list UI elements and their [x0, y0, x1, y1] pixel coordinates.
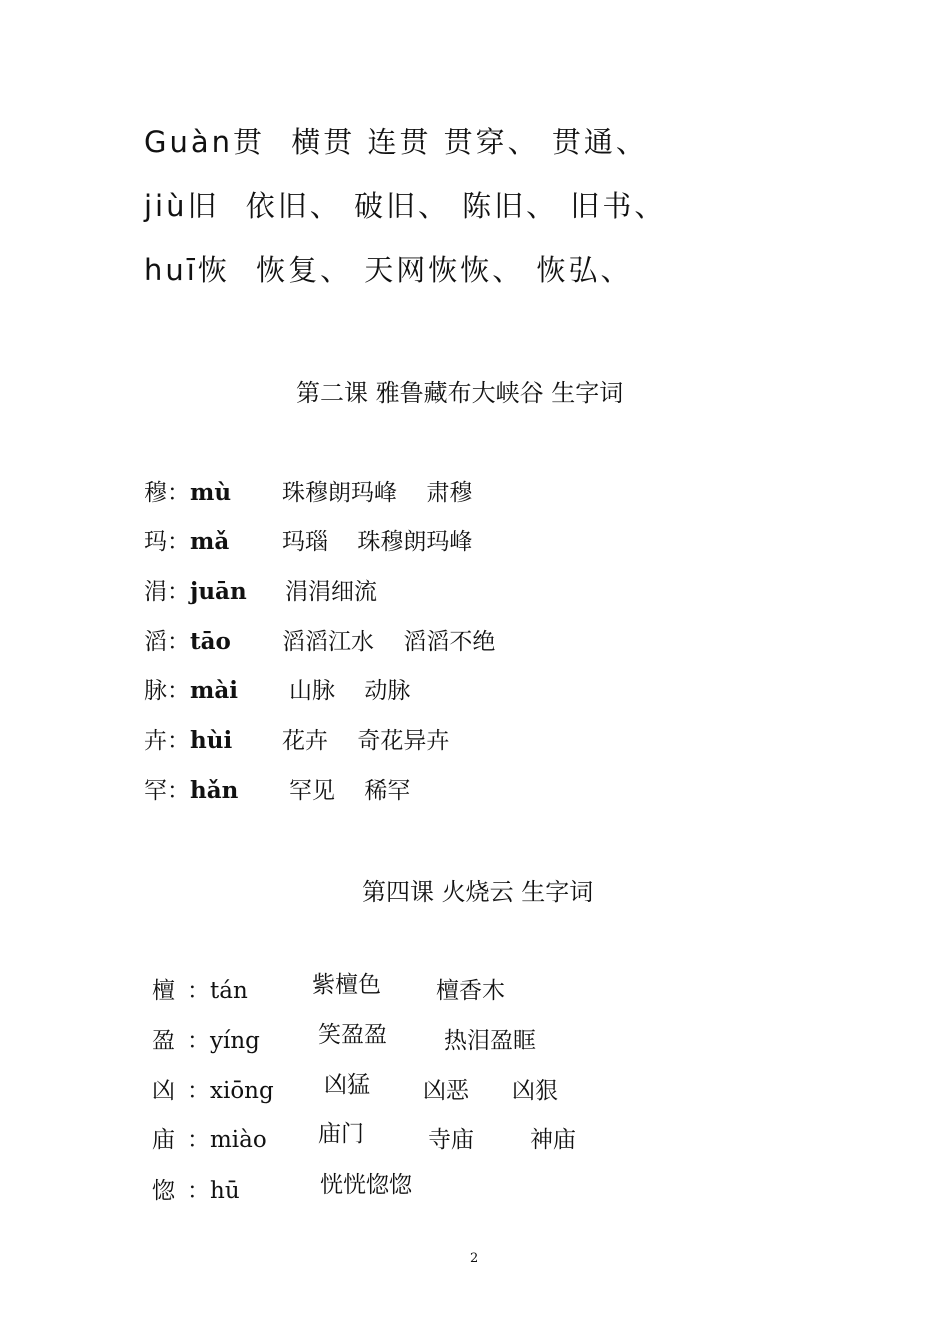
word: 动脉	[364, 678, 411, 704]
lesson4-word-main: 笑盈盈	[318, 1022, 387, 1048]
word: 涓涓细流	[285, 579, 377, 605]
lesson2-row	[144, 573, 247, 606]
char: 脉：	[144, 678, 190, 704]
pinyin: jiù	[144, 189, 188, 223]
pinyin: juān	[190, 578, 247, 605]
char: 凶	[152, 1078, 175, 1104]
word: 珠穆朗玛峰	[357, 529, 473, 555]
lesson2-row-words	[282, 523, 472, 556]
lesson4-word: 檀香木	[436, 978, 505, 1004]
pinyin: tāo	[190, 628, 231, 655]
lesson4-word: 凶恶	[423, 1078, 469, 1104]
words: 横贯 连贯 贯穿、 贯通、	[291, 125, 648, 159]
pinyin: miào	[210, 1127, 267, 1153]
char: 涓：	[144, 579, 190, 605]
word: 花卉	[282, 728, 328, 754]
lesson4-word: 寺庙	[428, 1127, 474, 1153]
char: 盈	[152, 1028, 175, 1054]
lesson2-title: 第二课 雅鲁藏布大峡谷 生字词	[296, 379, 624, 407]
lesson2-row	[144, 623, 231, 656]
lesson4-word: 神庙	[530, 1127, 576, 1153]
colon: ：	[187, 978, 210, 1004]
lesson2-row	[144, 772, 238, 805]
lesson4-word-main: 恍恍惚惚	[320, 1172, 412, 1198]
lesson4-row	[152, 1121, 267, 1154]
page-number: 2	[470, 1251, 479, 1266]
lesson4-word: 热泪盈眶	[444, 1028, 536, 1054]
lesson4-row	[152, 1022, 260, 1055]
colon: ：	[187, 1078, 210, 1104]
pinyin: mǎ	[190, 528, 230, 555]
lesson4-row	[152, 972, 248, 1005]
char: 惚	[152, 1178, 175, 1204]
colon: ：	[187, 1127, 210, 1153]
top-line-hui	[144, 248, 633, 289]
lesson2-row-words	[285, 573, 377, 606]
word: 滔滔不绝	[403, 629, 496, 655]
lesson2-row	[144, 722, 232, 755]
colon: ：	[187, 1028, 210, 1054]
words: 依旧、 破旧、 陈旧、 旧书、	[245, 189, 667, 223]
lesson2-row-words	[289, 772, 410, 805]
top-line-jiu	[144, 184, 666, 225]
char: 旧	[187, 189, 220, 223]
char: 庙	[152, 1127, 175, 1153]
char: 卉：	[144, 728, 190, 754]
word: 玛瑙	[282, 529, 328, 555]
pinyin: yíng	[210, 1028, 260, 1054]
pinyin: tán	[210, 978, 248, 1004]
lesson2-row-words	[282, 623, 495, 656]
lesson4-word: 凶狠	[512, 1078, 558, 1104]
char: 滔：	[144, 629, 190, 655]
pinyin: mù	[190, 479, 232, 506]
word: 稀罕	[364, 778, 411, 804]
lesson4-row	[152, 1172, 240, 1205]
char: 穆：	[144, 480, 190, 506]
words: 恢复、 天网恢恢、 恢弘、	[256, 253, 633, 287]
colon: ：	[187, 1178, 210, 1204]
lesson2-row	[144, 474, 231, 507]
top-line-guan	[144, 120, 648, 161]
pinyin: xiōng	[210, 1078, 274, 1104]
lesson2-row-words	[282, 474, 472, 507]
lesson2-row	[144, 672, 238, 705]
lesson4-word-main: 庙门	[318, 1121, 364, 1147]
word: 奇花异卉	[357, 728, 450, 754]
char: 玛：	[144, 529, 190, 555]
lesson4-row	[152, 1072, 274, 1105]
word: 山脉	[289, 678, 335, 704]
pinyin: hùi	[190, 727, 233, 754]
char: 檀	[152, 978, 175, 1004]
lesson4-word-main: 凶猛	[324, 1072, 370, 1098]
char: 恢	[197, 253, 230, 287]
char: 贯	[233, 125, 266, 159]
lesson2-row	[144, 523, 229, 556]
lesson4-title: 第四课 火烧云 生字词	[362, 878, 594, 906]
pinyin: Guàn	[144, 125, 234, 159]
word: 珠穆朗玛峰	[282, 480, 397, 506]
word: 滔滔江水	[282, 629, 374, 655]
pinyin: hū	[210, 1178, 240, 1204]
char: 罕：	[144, 778, 190, 804]
pinyin: mài	[190, 677, 238, 704]
lesson2-row-words	[282, 722, 449, 755]
lesson4-word-main: 紫檀色	[312, 972, 381, 998]
lesson2-row-words	[289, 672, 410, 705]
word: 罕见	[289, 778, 335, 804]
pinyin: hǎn	[190, 777, 239, 804]
word: 肃穆	[426, 480, 473, 506]
pinyin: huī	[144, 253, 198, 287]
